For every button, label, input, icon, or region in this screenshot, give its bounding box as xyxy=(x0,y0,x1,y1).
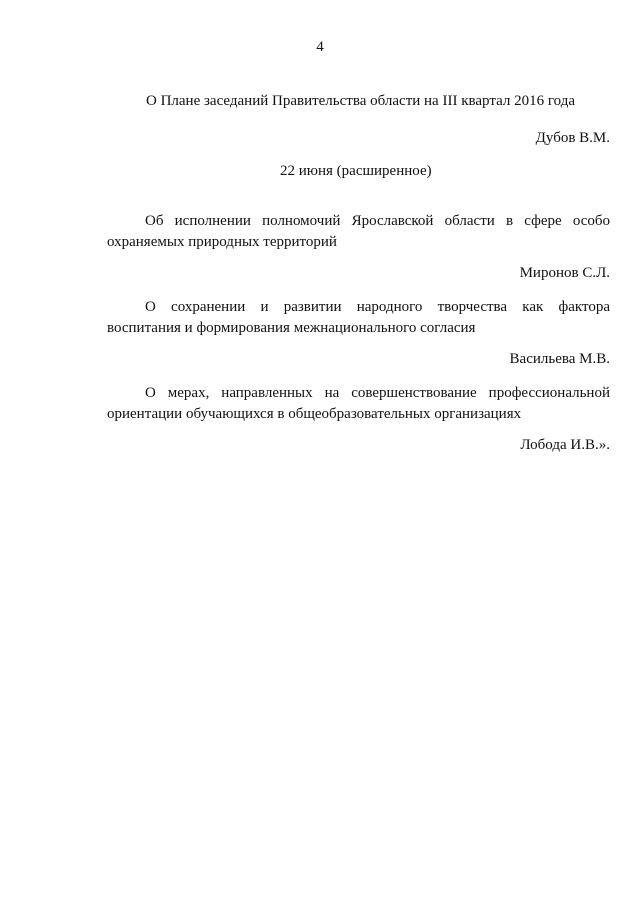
heading-speaker: Дубов В.М. xyxy=(535,130,610,146)
agenda-item-2-speaker: Васильева М.В. xyxy=(509,351,610,367)
agenda-item-2 xyxy=(107,297,610,339)
agenda-item-3 xyxy=(107,383,610,425)
agenda-heading: О Плане заседаний Правительства области на III квартал 2016 года xyxy=(146,93,575,109)
agenda-item-3-speaker: Лобода И.В.». xyxy=(520,437,610,453)
agenda-item-text-line1: Об исполнении полномочий Ярославской области в сфере особо xyxy=(145,213,610,229)
agenda-item-text-line1: О мерах, направленных на совершенствование профессиональной xyxy=(145,385,610,401)
agenda-item-text-line2: охраняемых природных территорий xyxy=(107,234,337,250)
meeting-date: 22 июня (расширенное) xyxy=(280,163,432,179)
agenda-item-text-line2: ориентации обучающихся в общеобразовательных организациях xyxy=(107,406,522,422)
agenda-item-text-line1: О сохранении и развитии народного творчества как фактора xyxy=(145,299,610,315)
page-number: 4 xyxy=(316,39,324,55)
agenda-item-1 xyxy=(107,211,610,253)
agenda-item-text-line2: воспитания и формирования межнационального согласия xyxy=(107,320,476,336)
agenda-item-1-speaker: Миронов С.Л. xyxy=(519,265,610,281)
